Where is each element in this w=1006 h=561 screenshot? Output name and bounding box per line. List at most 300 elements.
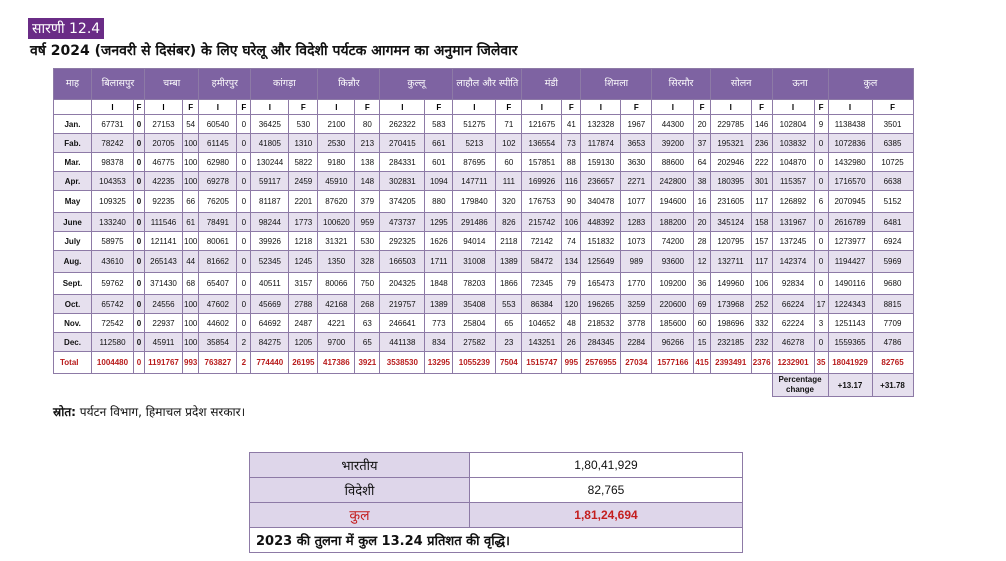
- total-cell: 1191767: [145, 352, 183, 374]
- percentage-foreign: +31.78: [872, 374, 913, 397]
- percentage-indian: +13.17: [828, 374, 872, 397]
- table-cell: 826: [496, 213, 522, 232]
- table-cell: 6481: [872, 213, 913, 232]
- table-cell: 2459: [289, 172, 318, 191]
- table-cell: 132328: [581, 115, 621, 134]
- table-cell: 36: [694, 273, 710, 295]
- row-month: July: [54, 232, 92, 251]
- subheader-foreign: F: [562, 100, 581, 115]
- table-cell: 66: [183, 191, 199, 213]
- table-cell: 120: [562, 295, 581, 314]
- column-header-district: किन्नौर: [318, 69, 380, 100]
- table-cell: 0: [814, 232, 828, 251]
- table-cell: 530: [289, 115, 318, 134]
- table-cell: 345124: [710, 213, 751, 232]
- table-cell: 750: [355, 273, 380, 295]
- table-cell: 87695: [453, 153, 496, 172]
- table-cell: 0: [814, 333, 828, 352]
- table-row: [54, 273, 914, 295]
- table-cell: 43610: [92, 251, 134, 273]
- table-cell: 26: [562, 333, 581, 352]
- column-header-district: ऊना: [772, 69, 828, 100]
- table-cell: 10725: [872, 153, 913, 172]
- table-cell: 232: [751, 333, 772, 352]
- table-cell: 204325: [380, 273, 425, 295]
- table-cell: 1350: [318, 251, 355, 273]
- total-cell: 3921: [355, 352, 380, 374]
- table-cell: 54: [183, 115, 199, 134]
- table-cell: 159130: [581, 153, 621, 172]
- table-cell: 22937: [145, 314, 183, 333]
- table-cell: 2118: [496, 232, 522, 251]
- table-cell: 553: [496, 295, 522, 314]
- table-row: [54, 115, 914, 134]
- table-cell: 71: [496, 115, 522, 134]
- total-cell: 993: [183, 352, 199, 374]
- table-cell: 104353: [92, 172, 134, 191]
- table-cell: 4786: [872, 333, 913, 352]
- table-cell: 236657: [581, 172, 621, 191]
- percentage-row: [54, 374, 914, 397]
- total-label: Total: [54, 352, 92, 374]
- table-cell: 219757: [380, 295, 425, 314]
- total-cell: 417386: [318, 352, 355, 374]
- total-cell: 7504: [496, 352, 522, 374]
- table-cell: 41805: [251, 134, 289, 153]
- table-cell: 62224: [772, 314, 814, 333]
- column-header-district: चम्बा: [145, 69, 199, 100]
- table-cell: 0: [134, 115, 145, 134]
- table-cell: 69278: [199, 172, 237, 191]
- table-cell: 6385: [872, 134, 913, 153]
- table-cell: 146: [751, 115, 772, 134]
- table-cell: 100: [183, 172, 199, 191]
- table-cell: 16: [694, 191, 710, 213]
- subheader-indian: I: [92, 100, 134, 115]
- table-cell: 39926: [251, 232, 289, 251]
- table-cell: 2100: [318, 115, 355, 134]
- column-header-district: सोलन: [710, 69, 772, 100]
- table-cell: 137245: [772, 232, 814, 251]
- table-cell: 143251: [522, 333, 562, 352]
- table-cell: 74: [562, 232, 581, 251]
- total-cell: 774440: [251, 352, 289, 374]
- table-cell: 179840: [453, 191, 496, 213]
- table-row: [54, 213, 914, 232]
- summary-row-foreign: [250, 478, 743, 503]
- table-cell: 98244: [251, 213, 289, 232]
- table-cell: 1389: [496, 251, 522, 273]
- table-cell: 0: [134, 172, 145, 191]
- table-cell: 94014: [453, 232, 496, 251]
- table-cell: 93600: [652, 251, 694, 273]
- table-cell: 88600: [652, 153, 694, 172]
- table-cell: 45910: [318, 172, 355, 191]
- table-cell: 0: [814, 213, 828, 232]
- table-cell: 39200: [652, 134, 694, 153]
- table-cell: 25804: [453, 314, 496, 333]
- table-cell: 46278: [772, 333, 814, 352]
- total-cell: 27034: [621, 352, 652, 374]
- subheader-indian: I: [199, 100, 237, 115]
- subheader-foreign: F: [751, 100, 772, 115]
- summary-label: कुल: [250, 503, 470, 528]
- table-cell: 90: [562, 191, 581, 213]
- table-cell: 65: [355, 333, 380, 352]
- table-cell: 4221: [318, 314, 355, 333]
- table-cell: 246641: [380, 314, 425, 333]
- table-row: [54, 191, 914, 213]
- source-text: पर्यटन विभाग, हिमाचल प्रदेश सरकार।: [75, 405, 246, 419]
- total-cell: 763827: [199, 352, 237, 374]
- table-cell: 120795: [710, 232, 751, 251]
- table-cell: 6: [814, 191, 828, 213]
- row-month: June: [54, 213, 92, 232]
- total-cell: 2393491: [710, 352, 751, 374]
- table-cell: 78203: [453, 273, 496, 295]
- row-month: Jan.: [54, 115, 92, 134]
- table-cell: 340478: [581, 191, 621, 213]
- table-cell: 109200: [652, 273, 694, 295]
- table-cell: 28: [694, 232, 710, 251]
- subheader-foreign: F: [289, 100, 318, 115]
- table-cell: 100: [183, 153, 199, 172]
- table-cell: 24556: [145, 295, 183, 314]
- table-cell: 61145: [199, 134, 237, 153]
- table-cell: 2070945: [828, 191, 872, 213]
- table-cell: 147711: [453, 172, 496, 191]
- table-cell: 1094: [425, 172, 453, 191]
- table-cell: 115357: [772, 172, 814, 191]
- table-cell: 27582: [453, 333, 496, 352]
- table-cell: 2271: [621, 172, 652, 191]
- table-cell: 232185: [710, 333, 751, 352]
- table-cell: 102804: [772, 115, 814, 134]
- table-cell: 132711: [710, 251, 751, 273]
- subheader-indian: I: [453, 100, 496, 115]
- subheader-foreign: F: [355, 100, 380, 115]
- table-cell: 103832: [772, 134, 814, 153]
- table-cell: 92235: [145, 191, 183, 213]
- table-cell: 379: [355, 191, 380, 213]
- total-cell: 1004480: [92, 352, 134, 374]
- row-month: Dec.: [54, 333, 92, 352]
- table-cell: 2616789: [828, 213, 872, 232]
- table-cell: 0: [814, 134, 828, 153]
- summary-table: [249, 452, 743, 553]
- table-cell: 374205: [380, 191, 425, 213]
- subheader-indian: I: [828, 100, 872, 115]
- table-cell: 27153: [145, 115, 183, 134]
- table-cell: 268: [355, 295, 380, 314]
- total-cell: 3538530: [380, 352, 425, 374]
- table-cell: 117874: [581, 134, 621, 153]
- table-cell: 102: [496, 134, 522, 153]
- table-row: [54, 172, 914, 191]
- table-cell: 59762: [92, 273, 134, 295]
- table-cell: 0: [814, 251, 828, 273]
- table-cell: 215742: [522, 213, 562, 232]
- table-cell: 142374: [772, 251, 814, 273]
- table-cell: 188200: [652, 213, 694, 232]
- table-cell: 111546: [145, 213, 183, 232]
- table-cell: 60: [694, 314, 710, 333]
- table-cell: 1559365: [828, 333, 872, 352]
- total-cell: 2576955: [581, 352, 621, 374]
- table-cell: 448392: [581, 213, 621, 232]
- table-cell: 96266: [652, 333, 694, 352]
- page-title: वर्ष 2024 (जनवरी से दिसंबर) के लिए घरेलू और विदेशी पर्यटक आगमन का अनुमान जिलेवार: [30, 43, 518, 59]
- table-cell: 0: [237, 273, 251, 295]
- table-cell: 100620: [318, 213, 355, 232]
- table-cell: 78491: [199, 213, 237, 232]
- summary-row-note: [250, 528, 743, 553]
- table-cell: 320: [496, 191, 522, 213]
- subheader-indian: I: [710, 100, 751, 115]
- table-cell: 74200: [652, 232, 694, 251]
- table-cell: 106: [751, 273, 772, 295]
- table-cell: 15: [694, 333, 710, 352]
- table-cell: 473737: [380, 213, 425, 232]
- table-cell: 1072836: [828, 134, 872, 153]
- table-cell: 9700: [318, 333, 355, 352]
- table-cell: 0: [237, 172, 251, 191]
- table-cell: 40511: [251, 273, 289, 295]
- table-cell: 126892: [772, 191, 814, 213]
- column-header-district: लाहौल और स्पीति: [453, 69, 522, 100]
- subheader-foreign: F: [425, 100, 453, 115]
- table-cell: 0: [237, 213, 251, 232]
- table-cell: 9180: [318, 153, 355, 172]
- row-month: May: [54, 191, 92, 213]
- table-cell: 1245: [289, 251, 318, 273]
- table-cell: 100: [183, 232, 199, 251]
- total-cell: 82765: [872, 352, 913, 374]
- table-cell: 1205: [289, 333, 318, 352]
- total-cell: 2376: [751, 352, 772, 374]
- table-cell: 198696: [710, 314, 751, 333]
- total-cell: 1055239: [453, 352, 496, 374]
- summary-row-indian: [250, 453, 743, 478]
- table-cell: 2201: [289, 191, 318, 213]
- table-cell: 0: [237, 314, 251, 333]
- total-cell: 26195: [289, 352, 318, 374]
- table-cell: 302831: [380, 172, 425, 191]
- table-cell: 116: [562, 172, 581, 191]
- table-cell: 773: [425, 314, 453, 333]
- table-cell: 0: [814, 273, 828, 295]
- table-cell: 0: [237, 134, 251, 153]
- table-cell: 58472: [522, 251, 562, 273]
- total-cell: 35: [814, 352, 828, 374]
- table-cell: 1251143: [828, 314, 872, 333]
- table-cell: 601: [425, 153, 453, 172]
- table-cell: 131967: [772, 213, 814, 232]
- table-cell: 36425: [251, 115, 289, 134]
- summary-value: 1,81,24,694: [470, 503, 743, 528]
- table-cell: 158: [751, 213, 772, 232]
- table-cell: 136554: [522, 134, 562, 153]
- table-cell: 661: [425, 134, 453, 153]
- table-cell: 1077: [621, 191, 652, 213]
- table-cell: 229785: [710, 115, 751, 134]
- table-cell: 1866: [496, 273, 522, 295]
- total-cell: 1577166: [652, 352, 694, 374]
- table-cell: 44602: [199, 314, 237, 333]
- table-cell: 111: [496, 172, 522, 191]
- table-cell: 41: [562, 115, 581, 134]
- percentage-label: Percentage change: [772, 374, 828, 397]
- table-cell: 173968: [710, 295, 751, 314]
- table-cell: 117: [751, 191, 772, 213]
- table-cell: 80: [355, 115, 380, 134]
- table-row: [54, 153, 914, 172]
- total-cell: 2: [237, 352, 251, 374]
- summary-row-total: [250, 503, 743, 528]
- table-cell: 148: [355, 172, 380, 191]
- table-cell: 109325: [92, 191, 134, 213]
- table-cell: 60: [496, 153, 522, 172]
- table-cell: 100: [183, 333, 199, 352]
- table-cell: 47602: [199, 295, 237, 314]
- subheader-indian: I: [772, 100, 814, 115]
- table-cell: 1967: [621, 115, 652, 134]
- table-row: [54, 314, 914, 333]
- table-cell: 185600: [652, 314, 694, 333]
- table-cell: 79: [562, 273, 581, 295]
- table-cell: 20: [694, 115, 710, 134]
- subheader-foreign: F: [237, 100, 251, 115]
- table-cell: 880: [425, 191, 453, 213]
- table-cell: 1773: [289, 213, 318, 232]
- subheader-blank: [54, 100, 92, 115]
- table-cell: 0: [237, 232, 251, 251]
- subheader-indian: I: [145, 100, 183, 115]
- table-cell: 157: [751, 232, 772, 251]
- table-cell: 1490116: [828, 273, 872, 295]
- column-header-district: कुल: [828, 69, 913, 100]
- column-header-district: कुल्लू: [380, 69, 453, 100]
- table-cell: 12: [694, 251, 710, 273]
- subheader-foreign: F: [814, 100, 828, 115]
- table-cell: 35408: [453, 295, 496, 314]
- table-cell: 5213: [453, 134, 496, 153]
- table-cell: 0: [134, 134, 145, 153]
- total-cell: 1232901: [772, 352, 814, 374]
- row-month: Sept.: [54, 273, 92, 295]
- table-cell: 100: [183, 314, 199, 333]
- column-header-district: शिमला: [581, 69, 652, 100]
- table-cell: 100: [183, 134, 199, 153]
- table-cell: 81662: [199, 251, 237, 273]
- table-cell: 1295: [425, 213, 453, 232]
- table-cell: 38: [694, 172, 710, 191]
- table-cell: 37: [694, 134, 710, 153]
- column-header-district: मंडी: [522, 69, 581, 100]
- table-cell: 3653: [621, 134, 652, 153]
- table-cell: 0: [134, 232, 145, 251]
- table-cell: 64: [694, 153, 710, 172]
- summary-label: भारतीय: [250, 453, 470, 478]
- subheader-indian: I: [380, 100, 425, 115]
- subheader-foreign: F: [621, 100, 652, 115]
- percentage-spacer: [54, 374, 773, 397]
- table-cell: 52345: [251, 251, 289, 273]
- table-cell: 7709: [872, 314, 913, 333]
- subheader-indian: I: [318, 100, 355, 115]
- table-cell: 5969: [872, 251, 913, 273]
- table-cell: 1273977: [828, 232, 872, 251]
- table-cell: 165473: [581, 273, 621, 295]
- source-label: स्रोत:: [53, 405, 76, 419]
- district-arrivals-table: [53, 68, 914, 397]
- table-cell: 35854: [199, 333, 237, 352]
- table-cell: 0: [134, 191, 145, 213]
- table-label-badge: सारणी 12.4: [28, 18, 104, 39]
- total-cell: 13295: [425, 352, 453, 374]
- table-cell: 0: [134, 333, 145, 352]
- table-cell: 68: [183, 273, 199, 295]
- table-cell: 80066: [318, 273, 355, 295]
- subheader-indian: I: [251, 100, 289, 115]
- column-header-district: कांगड़ा: [251, 69, 318, 100]
- row-month: Apr.: [54, 172, 92, 191]
- table-cell: 3778: [621, 314, 652, 333]
- table-cell: 65742: [92, 295, 134, 314]
- table-cell: 20: [694, 213, 710, 232]
- table-cell: 3: [814, 314, 828, 333]
- table-cell: 284345: [581, 333, 621, 352]
- table-cell: 0: [237, 153, 251, 172]
- table-cell: 0: [134, 273, 145, 295]
- table-cell: 1626: [425, 232, 453, 251]
- table-cell: 125649: [581, 251, 621, 273]
- total-cell: 1515747: [522, 352, 562, 374]
- table-cell: 0: [134, 314, 145, 333]
- table-cell: 194600: [652, 191, 694, 213]
- table-cell: 231605: [710, 191, 751, 213]
- table-cell: 236: [751, 134, 772, 153]
- table-cell: 1283: [621, 213, 652, 232]
- table-cell: 5822: [289, 153, 318, 172]
- table-cell: 65407: [199, 273, 237, 295]
- table-cell: 1194427: [828, 251, 872, 273]
- column-header-district: बिलासपुर: [92, 69, 145, 100]
- table-cell: 195321: [710, 134, 751, 153]
- table-cell: 121675: [522, 115, 562, 134]
- table-cell: 8815: [872, 295, 913, 314]
- growth-note: 2023 की तुलना में कुल 13.24 प्रतिशत की वृद्धि।: [250, 528, 743, 553]
- table-cell: 3501: [872, 115, 913, 134]
- table-cell: 72542: [92, 314, 134, 333]
- table-cell: 151832: [581, 232, 621, 251]
- table-cell: 133240: [92, 213, 134, 232]
- table-cell: 3259: [621, 295, 652, 314]
- table-cell: 45669: [251, 295, 289, 314]
- table-cell: 583: [425, 115, 453, 134]
- table-cell: 100: [183, 295, 199, 314]
- summary-value: 1,80,41,929: [470, 453, 743, 478]
- table-cell: 265143: [145, 251, 183, 273]
- column-header-district: हमीरपुर: [199, 69, 251, 100]
- table-cell: 0: [814, 153, 828, 172]
- table-cell: 1218: [289, 232, 318, 251]
- table-cell: 242800: [652, 172, 694, 191]
- table-cell: 63: [355, 314, 380, 333]
- table-cell: 117: [751, 251, 772, 273]
- total-cell: 415: [694, 352, 710, 374]
- table-cell: 213: [355, 134, 380, 153]
